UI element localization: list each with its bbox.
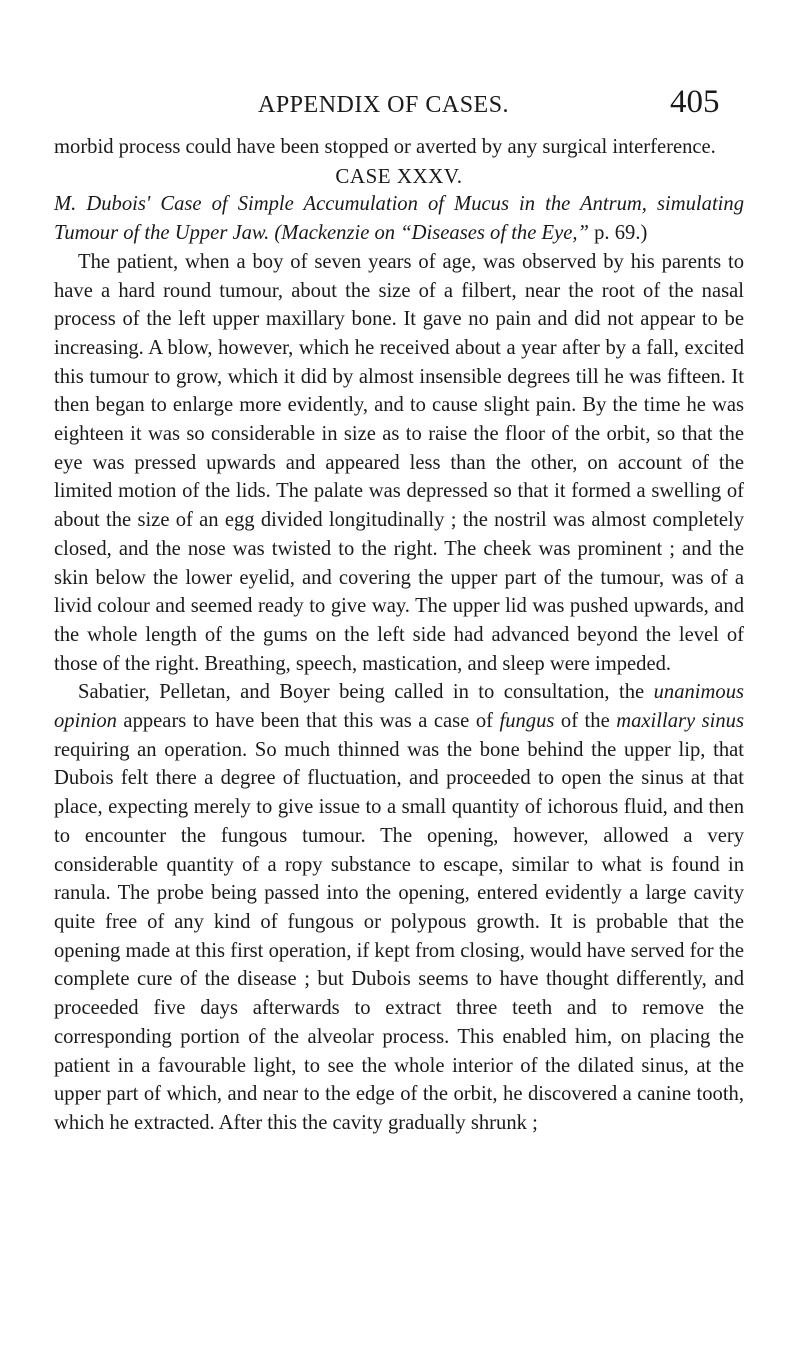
- italic-phrase: maxillary sinus: [616, 710, 744, 733]
- paragraph-2-text: Sabatier, Pelletan, and Boyer being called in to consultation, the: [78, 681, 654, 704]
- page-body: [54, 133, 744, 1138]
- intro-text: morbid process could have been stopped or averted by any surgical interference.: [54, 136, 716, 158]
- page-number: 405: [670, 84, 720, 120]
- paragraph-2-text: of the: [554, 710, 617, 733]
- paragraph-2-text: requiring an operation. So much thinned was the bone behind the upper lip, that Dubois felt there a degree of fluctuation, and proceeded to open the sinus at that place, expecting merely to give issue to a small quantity of ichorous fluid, and then to encounter the fungous tumour. The opening, however, allowed a very considerable quantity of a ropy substance to escape, similar to what is found in ranula. The probe being passed into the opening, entered evidently a large cavity quite free of any kind of fungous or polypous growth. It is probable that the opening made at this first operation, if kept from closing, would have served for the complete cure of the disease ; but Dubois seems to have thought differently, and proceeded five days afterwards to extract three teeth and to remove the corresponding portion of the alveolar process. This enabled him, on placing the patient in a favourable light, to see the whole interior of the dilated sinus, at the upper part of which, and near to the edge of the orbit, he discovered a canine tooth, which he extracted. After this the cavity gradually shrunk ;: [54, 738, 744, 1134]
- italic-phrase: fungus: [499, 710, 555, 733]
- case-source: [54, 190, 744, 247]
- italic-phrase: unanimous opinion: [54, 681, 744, 733]
- case-source-title: M. Dubois' Case of Simple Accumulation of Mucus in the Antrum, simulating Tumour of the Upper Jaw. (Mackenzie on “Diseases of the Eye,”: [54, 193, 744, 245]
- paragraph-1: The patient, when a boy of seven years of age, was observed by his parents to have a hard round tumour, about the size of a filbert, near the root of the nasal process of the left upper maxillary bone. It gave no pain and did not appear to be increasing. A blow, however, which he received about a year after by a fall, excited this tumour to grow, which it did by almost insensible degrees till he was fifteen. It then began to enlarge more evidently, and to cause slight pain. By the time he was eighteen it was so considerable in size as to raise the floor of the orbit, so that the eye was pressed upwards and appeared less than the other, on account of the limited motion of the lids. The palate was depressed so that it formed a swelling of about the size of an egg divided longitudinally ; the nostril was almost completely closed, and the nose was twisted to the right. The cheek was prominent ; and the skin below the lower eyelid, and covering the upper part of the tumour, was of a livid colour and seemed ready to give way. The upper lid was pushed upwards, and the whole length of the gums on the left side had advanced beyond the level of those of the right. Breathing, speech, mastication, and sleep were impeded.: [54, 250, 744, 675]
- paragraph-2-text: appears to have been that this was a case of: [116, 710, 500, 733]
- case-source-page: p. 69.): [588, 222, 648, 245]
- paragraph-2: [54, 678, 744, 1137]
- case-title: CASE XXXV.: [335, 163, 463, 188]
- running-head: APPENDIX OF CASES.: [258, 92, 510, 118]
- page-header: [0, 84, 800, 124]
